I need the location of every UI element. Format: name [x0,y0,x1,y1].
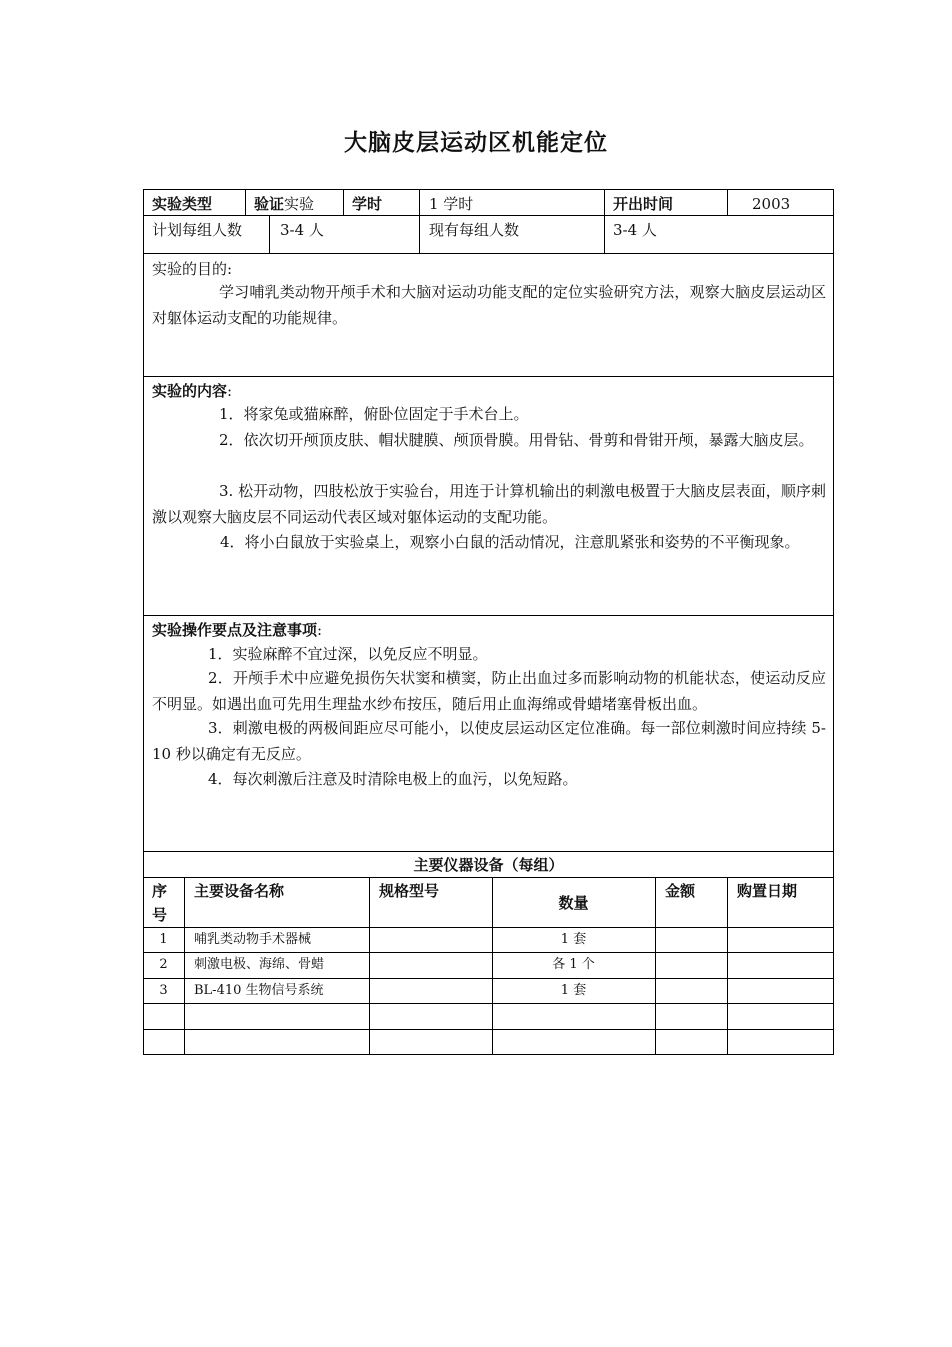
table-row-2-qty: 各 1 个 [552,957,595,972]
experiment-type-value-bold: 验证 [254,195,285,213]
table-row-2-name: 刺激电极、海绵、骨蜡 [194,957,325,972]
content-item-1: 1．将家兔或猫麻醉，俯卧位固定于手术台上。 [219,405,529,423]
current-group-size-label: 现有每组人数 [429,221,520,239]
purpose-text: 学习哺乳类动物开颅手术和大脑对运动功能支配的定位实验研究方法，观察大脑皮层运动区对躯体运动支配的功能规律。 [152,283,826,327]
col-header-date: 购置日期 [737,882,798,900]
content-heading-colon: : [227,382,233,400]
notes-item-1: 1．实验麻醉不宜过深，以免反应不明显。 [208,645,488,663]
col-header-qty: 数量 [558,894,589,912]
table-row-1-name: 哺乳类动物手术器械 [194,932,312,947]
content-heading [152,381,232,401]
table-row-3-qty: 1 套 [560,983,587,998]
col-divider [419,189,420,253]
col-divider [655,877,656,1055]
notes-item-3: 3．刺激电极的两极间距应尽可能小，以使皮层运动区定位准确。每一部位刺激时间应持续 5-10 秒以确定有无反应。 [152,719,826,763]
col-header-no-bottom: 号 [152,906,168,924]
row-divider [143,877,834,878]
table-row-3-name: BL-410 生物信号系统 [194,983,324,998]
content-item-2: 2．依次切开颅顶皮肤、帽状腱膜、颅顶骨膜。用骨钻、骨剪和骨钳开颅，暴露大脑皮层。 [219,431,814,449]
row-divider [143,253,834,254]
experiment-type-value [254,194,314,214]
notes-item-2: 2．开颅手术中应避免损伤矢状窦和横窦，防止出血过多而影响动物的机能状态，使运动反应不明显。如遇出血可先用生理盐水纱布按压，随后用止血海绵或骨蜡堵塞骨板出血。 [152,669,826,713]
row-divider [143,1003,834,1004]
col-header-no-top: 序 [152,882,168,900]
row-divider [143,851,834,852]
row-divider [143,215,834,216]
planned-group-size-value: 3-4 人 [280,221,324,239]
col-divider [369,877,370,1055]
col-divider [245,189,246,215]
col-divider [727,189,728,215]
notes-heading-text: 实验操作要点及注意事项 [152,621,318,639]
planned-group-size-label: 计划每组人数 [152,221,243,239]
row-divider [143,1029,834,1030]
table-row-3-no: 3 [159,983,168,998]
table-row-1-no: 1 [159,932,168,947]
start-time-value: 2003 [752,195,791,213]
row-divider [143,978,834,979]
content-item-4: 4．将小白鼠放于实验桌上，观察小白鼠的活动情况，注意肌紧张和姿势的不平衡现象。 [220,533,800,551]
experiment-type-label: 实验类型 [152,195,213,213]
equipment-heading: 主要仪器设备（每组） [413,856,564,874]
col-divider [269,215,270,253]
current-group-size-value: 3-4 人 [613,221,657,239]
col-header-spec: 规格型号 [379,882,440,900]
content-heading-text: 实验的内容 [152,382,228,400]
notes-heading [152,620,322,640]
col-header-amount: 金额 [665,882,696,900]
row-divider [143,952,834,953]
col-divider [184,877,185,1055]
page-title: 大脑皮层运动区机能定位 [344,130,608,156]
content-item-3: 3. 松开动物，四肢松放于实验台，用连于计算机输出的刺激电极置于大脑皮层表面，顺序刺激以观察大脑皮层不同运动代表区域对躯体运动的支配功能。 [152,482,826,526]
col-divider [343,189,344,215]
table-row-1-qty: 1 套 [560,932,587,947]
row-divider [143,615,834,616]
table-row-2-no: 2 [159,957,168,972]
hours-value: 1 学时 [429,195,474,213]
col-divider [727,877,728,1055]
col-header-name: 主要设备名称 [194,882,285,900]
purpose-heading: 实验的目的: [152,260,233,278]
row-divider [143,927,834,928]
notes-item-4: 4．每次刺激后注意及时清除电极上的血污，以免短路。 [208,770,578,788]
notes-heading-colon: : [317,621,323,639]
col-divider [604,189,605,253]
hours-label: 学时 [352,195,383,213]
row-divider [143,376,834,377]
start-time-label: 开出时间 [613,195,674,213]
experiment-type-value-rest: 实验 [284,195,315,213]
